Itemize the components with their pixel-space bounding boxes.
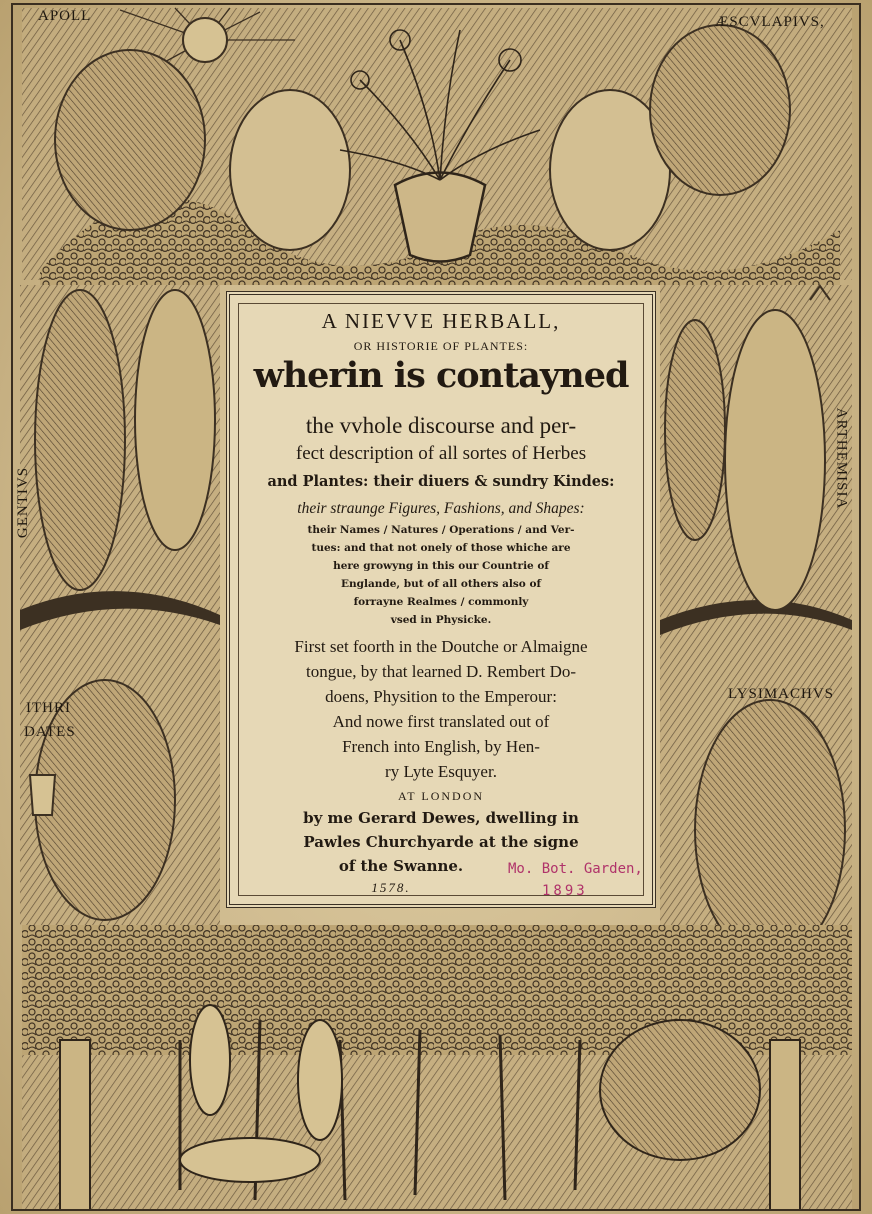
top-scene — [22, 8, 852, 285]
left-column-figures — [20, 285, 220, 925]
title-line-15: tongue, by that learned D. Rembert Do- — [305, 662, 577, 681]
title-line-6: and Plantes: their diuers & sundry Kindes: — [267, 473, 615, 490]
imprint-line-3: of the Swanne. — [338, 857, 464, 875]
bottom-garden-scene — [22, 925, 852, 1210]
title-line-10: here growyng in this our Countrie of — [333, 560, 549, 572]
title-line-19: ry Lyte Esquyer. — [385, 762, 497, 781]
title-line-13: vsed in Physicke. — [390, 614, 492, 626]
title-line-11: Englande, but of all others also of — [341, 578, 541, 590]
imprint-place: AT LONDON — [397, 789, 485, 803]
library-stamp-line-2: 1893 — [542, 883, 588, 899]
title-line-17: And nowe first translated out of — [332, 712, 550, 731]
title-line-16: doens, Physition to the Emperour: — [325, 687, 557, 706]
imprint-line-2: Pawles Churchyarde at the signe — [303, 833, 579, 851]
imprint-line-1: by me Gerard Dewes, dwelling in — [303, 809, 579, 827]
label-gentius: GENTIVS — [15, 466, 32, 539]
label-lysimachus: LYSIMACHVS — [728, 686, 835, 702]
right-column-figures — [660, 285, 852, 960]
title-line-3: wherin is contayned — [253, 355, 629, 396]
imprint-year: 1578. — [371, 880, 411, 895]
title-plate — [226, 291, 656, 908]
title-line-18: French into English, by Hen- — [342, 737, 540, 756]
label-mithridates-top: ITHRI — [26, 700, 71, 716]
title-line-5: fect description of all sortes of Herbes — [295, 443, 587, 464]
label-mithridates-bottom: DATES — [24, 724, 76, 740]
title-line-2: OR HISTORIE OF PLANTES: — [353, 339, 529, 353]
label-aesculapius: ÆSCVLAPIVS, — [715, 14, 825, 30]
title-line-1: A NIEVVE HERBALL, — [321, 309, 561, 333]
title-line-8: their Names / Natures / Operations / and Ver- — [307, 524, 575, 536]
title-line-7: their straunge Figures, Fashions, and Shapes: — [297, 500, 585, 517]
title-line-9: tues: and that not onely of those whiche are — [311, 542, 571, 554]
label-arthemisia: ARTHEMISIA — [833, 407, 850, 510]
title-line-4: the vvhole discourse and per- — [305, 413, 577, 438]
title-line-12: forrayne Realmes / commonly — [353, 596, 529, 608]
library-stamp-line-1: Mo. Bot. Garden, — [508, 861, 643, 877]
title-line-14: First set foorth in the Doutche or Almaigne — [294, 637, 588, 656]
label-apollo: APOLL — [38, 8, 92, 24]
